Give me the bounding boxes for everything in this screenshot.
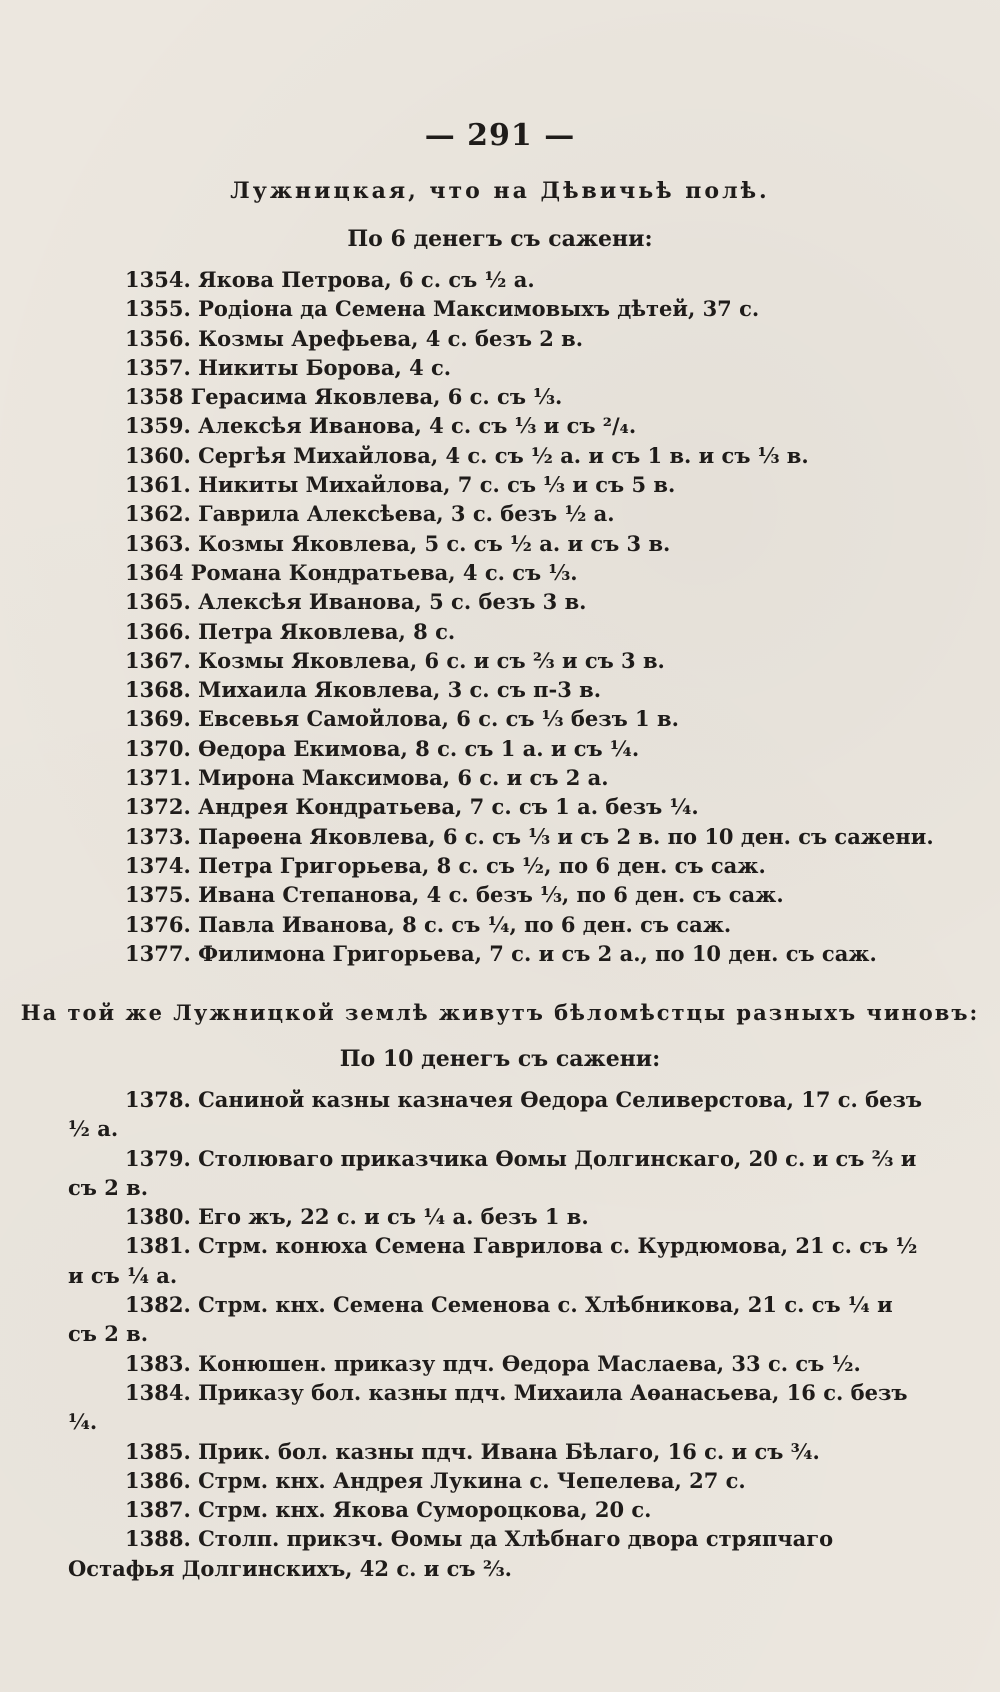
entry-row: [68, 1085, 928, 1144]
entry-number: 1363.: [125, 530, 191, 556]
entry-text: Козмы Арефьева, 4 с. безъ 2 в.: [198, 325, 584, 351]
entry-text: Сергѣя Михайлова, 4 с. съ ½ а. и съ 1 в. и съ ⅓ в.: [198, 442, 809, 468]
section-subtitle: По 10 денегъ съ сажени:: [339, 1046, 661, 1072]
entry-number: 1361.: [125, 472, 191, 498]
entry-text: Михаила Яковлева, 3 с. съ п-3 в.: [198, 677, 602, 703]
entry-text: Андрея Кондратьева, 7 с. съ 1 а. безъ ¼.: [198, 794, 699, 820]
entry-text: Стрм. кнх. Якова Сумороцкова, 20 с.: [198, 1497, 652, 1523]
entry-text: Алексѣя Иванова, 4 с. съ ⅓ и съ ²/₄.: [198, 413, 637, 439]
entry-number: 1357.: [125, 354, 191, 380]
entry-number: 1381.: [125, 1233, 191, 1259]
entry-text: Стрм. кнх. Семена Семенова с. Хлѣбникова, 21 с. съ ¼ и съ 2 в.: [68, 1292, 893, 1347]
entry-text: Козмы Яковлева, 5 с. съ ½ а. и съ 3 в.: [198, 530, 671, 556]
entry-number: 1376.: [125, 911, 191, 937]
entry-text: Столп. прикзч. Ѳомы да Хлѣбнаго двора стряпчаго Остафья Долгинскихъ, 42 с. и съ ⅔.: [68, 1526, 834, 1581]
entry-row: [68, 441, 928, 470]
entry-number: 1382.: [125, 1292, 191, 1318]
page-number: — 291 —: [424, 118, 576, 153]
entry-text: Якова Петрова, 6 с. съ ½ а.: [198, 267, 535, 292]
entry-text: Никиты Михайлова, 7 с. съ ⅓ и съ 5 в.: [198, 472, 676, 498]
entry-row: [68, 382, 928, 411]
entry-text: Мирона Максимова, 6 с. и съ 2 а.: [198, 765, 609, 791]
entry-text: Родіона да Семена Максимовыхъ дѣтей, 37 с.: [198, 296, 760, 322]
entry-number: 1365.: [125, 589, 191, 615]
entry-number: 1374.: [125, 852, 191, 878]
entry-row: [68, 499, 928, 528]
entry-row: [68, 880, 928, 909]
section-title: Лужницкая, что на Дѣвичьѣ полѣ.: [230, 178, 770, 204]
entry-row: [68, 1466, 928, 1495]
entry-number: 1378.: [125, 1087, 191, 1112]
entry-text: Прик. бол. казны пдч. Ивана Бѣлаго, 16 с. и съ ¾.: [198, 1438, 820, 1464]
entry-row: [68, 294, 928, 323]
entry-number: 1360.: [125, 442, 191, 468]
entry-row: [68, 1144, 928, 1203]
entry-number: 1369.: [125, 706, 191, 732]
entry-number: 1383.: [125, 1350, 191, 1376]
entry-row: [68, 1349, 928, 1378]
entry-row: [68, 910, 928, 939]
entry-row: [68, 265, 928, 294]
entry-text: Никиты Борова, 4 с.: [198, 354, 452, 380]
entry-text: Ѳедора Екимова, 8 с. съ 1 а. и съ ¼.: [198, 735, 640, 761]
entry-row: [68, 646, 928, 675]
entry-number: 1385.: [125, 1438, 191, 1464]
entry-row: [68, 1202, 928, 1231]
entry-row: [68, 792, 928, 821]
entry-number: 1379.: [125, 1145, 191, 1171]
section-title: На той же Лужницкой землѣ живутъ бѣломѣстцы разныхъ чиновъ:: [20, 1000, 980, 1025]
entry-number: 1358: [125, 384, 184, 410]
entry-list: [68, 265, 934, 968]
entry-number: 1388.: [125, 1526, 191, 1552]
entry-text: Козмы Яковлева, 6 с. и съ ⅔ и съ 3 в.: [198, 647, 665, 673]
entry-text: Герасима Яковлева, 6 с. съ ⅓.: [190, 384, 563, 410]
entry-text: Евсевья Самойлова, 6 с. съ ⅓ безъ 1 в.: [198, 706, 679, 732]
entry-text: Алексѣя Иванова, 5 с. безъ 3 в.: [198, 589, 587, 615]
entry-row: [68, 587, 928, 616]
entry-number: 1362.: [125, 501, 191, 527]
entry-number: 1370.: [125, 735, 191, 761]
entry-row: [68, 734, 928, 763]
entry-number: 1371.: [125, 765, 191, 791]
entry-row: [68, 529, 928, 558]
entry-row: [68, 704, 928, 733]
entry-text: Его жъ, 22 с. и съ ¼ а. безъ 1 в.: [198, 1204, 589, 1230]
entry-row: [68, 822, 934, 851]
entry-number: 1364: [125, 559, 184, 585]
entry-text: Парѳена Яковлева, 6 с. съ ⅓ и съ 2 в. по 10 ден. съ сажени.: [198, 823, 934, 849]
entry-text: Саниной казны казначея Ѳедора Селиверстова, 17 с. безъ ½ а.: [68, 1087, 923, 1142]
entry-row: [68, 324, 928, 353]
entry-row: [68, 1495, 928, 1524]
entry-number: 1366.: [125, 618, 191, 644]
entry-number: 1359.: [125, 413, 191, 439]
entry-list: [68, 1085, 928, 1583]
entry-row: [68, 851, 928, 880]
entry-number: 1386.: [125, 1467, 191, 1493]
entry-row: [68, 1378, 928, 1437]
entry-row: [68, 675, 928, 704]
entry-number: 1355.: [125, 296, 191, 322]
entry-text: Филимона Григорьева, 7 с. и съ 2 а., по 10 ден. съ саж.: [198, 940, 877, 966]
entry-row: [68, 1524, 928, 1583]
entry-row: [68, 763, 928, 792]
entry-number: 1367.: [125, 647, 191, 673]
entry-number: 1368.: [125, 677, 191, 703]
entry-row: [68, 1437, 928, 1466]
entry-row: [68, 1290, 928, 1349]
entry-number: 1375.: [125, 882, 191, 908]
entry-text: Ивана Степанова, 4 с. безъ ⅓, по 6 ден. съ саж.: [198, 882, 784, 908]
entry-text: Гаврила Алексѣева, 3 с. безъ ½ а.: [198, 501, 615, 527]
entry-text: Конюшен. приказу пдч. Ѳедора Маслаева, 33 с. съ ½.: [198, 1350, 861, 1376]
entry-text: Петра Григорьева, 8 с. съ ½, по 6 ден. съ саж.: [198, 852, 766, 878]
entry-number: 1373.: [125, 823, 191, 849]
entry-row: [68, 411, 928, 440]
section-subtitle: По 6 денегъ съ сажени:: [347, 226, 653, 252]
entry-number: 1354.: [125, 267, 191, 292]
entry-row: [68, 470, 928, 499]
entry-number: 1384.: [125, 1379, 191, 1405]
entry-number: 1372.: [125, 794, 191, 820]
entry-number: 1380.: [125, 1204, 191, 1230]
entry-row: [68, 353, 928, 382]
entry-text: Петра Яковлева, 8 с.: [198, 618, 456, 644]
entry-text: Стрм. конюха Семена Гаврилова с. Курдюмова, 21 с. съ ½ и съ ¼ а.: [68, 1233, 918, 1288]
entry-row: [68, 617, 928, 646]
entry-text: Стрм. кнх. Андрея Лукина с. Чепелева, 27 с.: [198, 1467, 746, 1493]
entry-row: [68, 558, 928, 587]
entry-number: 1387.: [125, 1497, 191, 1523]
entry-number: 1356.: [125, 325, 191, 351]
entry-number: 1377.: [125, 940, 191, 966]
entry-row: [68, 939, 928, 968]
entry-text: Павла Иванова, 8 с. съ ¼, по 6 ден. съ саж.: [198, 911, 732, 937]
entry-row: [68, 1231, 928, 1290]
entry-text: Столюваго приказчика Ѳомы Долгинскаго, 20 с. и съ ⅔ и съ 2 в.: [68, 1145, 917, 1200]
entry-text: Приказу бол. казны пдч. Михаила Аѳанасьева, 16 с. безъ ¼.: [68, 1379, 908, 1435]
entry-text: Романа Кондратьева, 4 с. съ ⅓.: [190, 559, 578, 585]
